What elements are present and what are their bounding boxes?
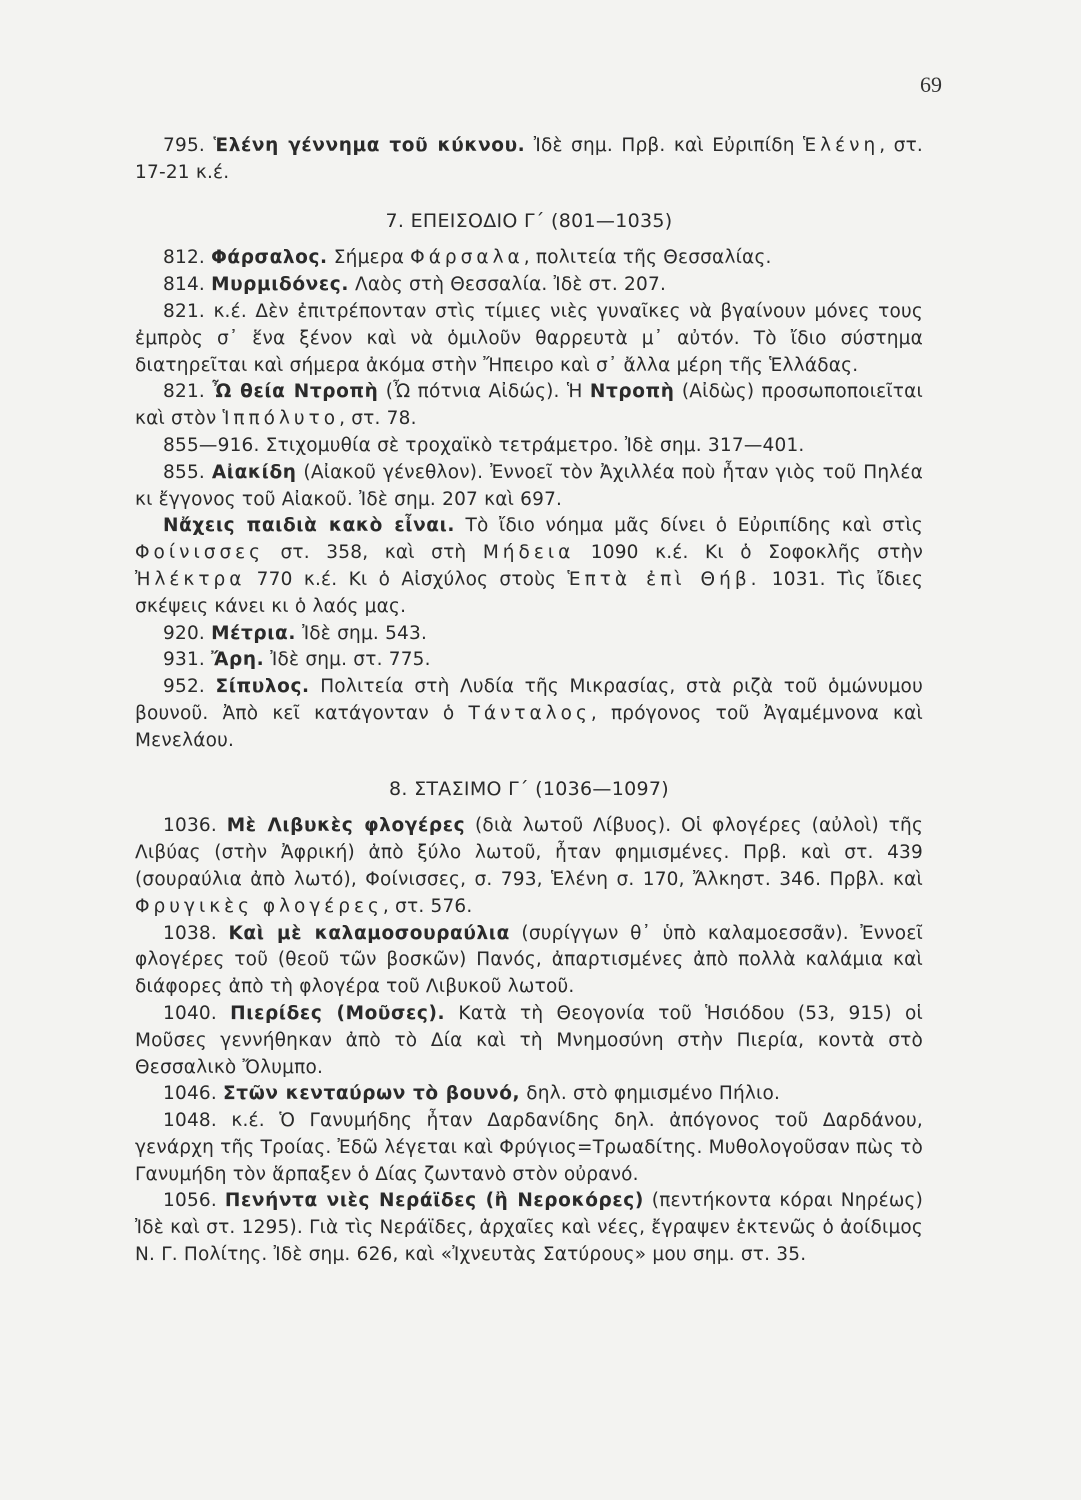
note-lemma: Μὲ Λιβυκὲς φλογέρες (226, 815, 466, 837)
note-1046: 1046. Στῶν κενταύρων τὸ βουνό, δηλ. στὸ φημισμένο Πήλιο. (163, 1083, 781, 1105)
note-821b: 821. Ὦ θεία Ντροπὴ (Ὦ πότνια Αἰδώς). Ἡ Ντροπὴ (Αἰδὼς) προσωποποιεῖται καὶ στὸν Ἱππόλυτο, στ. 78. (135, 381, 924, 430)
page-number: 69 (920, 72, 942, 97)
note-931: 931. Ἄρη. Ἰδὲ σημ. στ. 775. (163, 649, 431, 671)
spaced-title: Τάνταλος (468, 702, 591, 724)
note-lemma: Μέτρια. (211, 622, 296, 644)
note-lemma: Καὶ μὲ καλαμοσουραύλια (228, 922, 510, 944)
note-952: 952. Σίπυλος. Πολιτεία στὴ Λυδία τῆς Μικρασίας, στὰ ριζὰ τοῦ ὁμώνυμου βουνοῦ. Ἀπὸ κεῖ κατάγονταν ὁ Τάνταλος, πρόγονος τοῦ Ἀγαμέμνονα καὶ Μενελάου. (135, 676, 923, 751)
page-body (135, 133, 923, 1269)
note-1036: 1036. Μὲ Λιβυκὲς φλογέρες (διὰ λωτοῦ Λίβυος). Οἱ φλογέρες (αὐλοὶ) τῆς Λιβύας (στὴν Ἀφρική) ἀπὸ ξύλο λωτοῦ, ἦταν φημισμένες. Πρβ. καὶ στ. 439 (σουραύλια ἀπὸ λωτό), Φοίνισσες, σ. 793, Ἑλένη σ. 170, Ἄλκηστ. 346. Πρβλ. καὶ Φρυγικὲς φλογέρες, στ. 576. (135, 815, 924, 917)
spaced-title: Ἱππόλυτο (222, 408, 340, 430)
note-795: 795. Ἑλένη γέννημα τοῦ κύκνου. Ἰδὲ σημ. Πρβ. καὶ Εὐριπίδη Ἑλένη, στ. 17-21 κ.έ. (135, 135, 924, 183)
note-lemma: Ἄρη. (211, 649, 265, 671)
note-920: 920. Μέτρια. Ἰδὲ σημ. 543. (163, 622, 428, 644)
note-lemma: Σίπυλος. (215, 676, 310, 698)
note-814: 814. Μυρμιδόνες. Λαὸς στὴ Θεσσαλία. Ἰδὲ στ. 207. (163, 274, 667, 296)
spaced-title: Ἠλέκτρα (135, 568, 246, 590)
note-lemma: Πιερίδες (Μοῦσες). (230, 1002, 446, 1024)
note-lemma: Αἰακίδη (211, 461, 297, 483)
note-812: 812. Φάρσαλος. Σήμερα Φάρσαλα, πολιτεία τῆς Θεσσαλίας. (163, 247, 772, 269)
spaced-title: Ἑλένη (803, 135, 880, 156)
note-855-916: 855—916. Στιχομυθία σὲ τροχαϊκὸ τετράμετρο. Ἰδὲ σημ. 317—401. (163, 434, 805, 456)
note-821a: 821. κ.έ. Δὲν ἐπιτρέπονταν στὶς τίμιες νιὲς γυναῖκες νὰ βγαίνουν μόνες τους ἐμπρὸς σ᾿ ἕνα ξένον καὶ νὰ ὁμιλοῦν θαρρευτὰ μ᾿ αὐτόν. Τὸ ἴδιο σύστημα διατηρεῖται καὶ σήμερα ἀκόμα στὴν Ἤπειρο καὶ σ᾿ ἄλλα μέρη τῆς Ἑλλάδας. (135, 300, 923, 376)
note-1038: 1038. Καὶ μὲ καλαμοσουραύλια (συρίγγων θ᾿ ὑπὸ καλαμοεσσᾶν). Ἐννοεῖ φλογέρες τοῦ (θεοῦ τῶν βοσκῶν) Πανός, ἀπαρτισμένες ἀπὸ πολλὰ καλάμια καὶ διάφορες ἀπὸ τὴ φλογέρα τοῦ Λιβυκοῦ λωτοῦ. (135, 922, 923, 998)
note-lemma: Φάρσαλος. (211, 247, 328, 269)
note-lemma: Μυρμιδόνες. (211, 274, 349, 296)
note-lemma: Ὦ θεία Ντροπὴ (212, 381, 379, 403)
spaced-title: Φάρσαλα (410, 247, 524, 269)
note-lemma-2: Ντροπὴ (589, 381, 675, 403)
note-lemma: Πενήντα νιὲς Νεράϊδες (ἢ Νεροκόρες) (224, 1190, 644, 1212)
spaced-title: Ἑπτὰ ἐπὶ Θήβ. (567, 568, 761, 590)
note-lemma: Ἑλένη γέννημα τοῦ κύκνου. (213, 135, 526, 156)
spaced-title: Μήδεια (482, 542, 575, 564)
note-855: 855. Αἰακίδη (Αἰακοῦ γένεθλον). Ἐννοεῖ τὸν Ἀχιλλέα ποὺ ἦταν γιὸς τοῦ Πηλέα κι ἔγγονος τοῦ Αἰακοῦ. Ἰδὲ σημ. 207 καὶ 697. (135, 461, 923, 510)
note-1056: 1056. Πενήντα νιὲς Νεράϊδες (ἢ Νεροκόρες) (πεντήκοντα κόραι Νηρέως) Ἰδὲ καὶ στ. 1295). Γιὰ τὶς Νεράϊδες, ἀρχαῖες καὶ νέες, ἔγραψεν ἐκτενῶς ὁ ἀοίδιμος Ν. Γ. Πολίτης. Ἰδὲ σημ. 626, καὶ «Ἰχνευτὰς Σατύρους» μου σημ. στ. 35. (135, 1190, 923, 1266)
note-lemma: Στῶν κενταύρων τὸ βουνό, (223, 1083, 521, 1105)
section-heading-7: 7. ΕΠΕΙΣΟΔΙΟ Γ΄ (801—1035) (385, 209, 673, 232)
note-1040: 1040. Πιερίδες (Μοῦσες). Κατὰ τὴ Θεογονία τοῦ Ἡσιόδου (53, 915) οἱ Μοῦσες γεννήθηκαν ἀπὸ τὸ Δία καὶ τὴ Μνημοσύνη στὴν Πιερία, κοντὰ στὸ Θεσσαλικὸ Ὄλυμπο. (135, 1002, 923, 1078)
note-1048: 1048. κ.έ. Ὁ Γανυμήδης ἦταν Δαρδανίδης δηλ. ἀπόγονος τοῦ Δαρδάνου, γενάρχη τῆς Τροίας. Ἐδῶ λέγεται καὶ Φρύγιος=Τρωαδίτης. Μυθολογοῦσαν πὼς τὸ Γανυμήδη τὸν ἅρπαξεν ὁ Δίας ζωντανὸ στὸν οὐρανό. (135, 1110, 923, 1185)
spaced-title: Φοίνισσες (135, 542, 265, 564)
note-855b: Νἄχεις παιδιὰ κακὸ εἶναι. Τὸ ἴδιο νόημα μᾶς δίνει ὁ Εὐριπίδης καὶ στὶς Φοίνισσες στ. 358, καὶ στὴ Μήδεια 1090 κ.έ. Κι ὁ Σοφοκλῆς στὴν Ἠλέκτρα 770 κ.έ. Κι ὁ Αἰσχύλος στοὺς Ἑπτὰ ἐπὶ Θήβ. 1031. Τὶς ἴδιες σκέψεις κάνει κι ὁ λαός μας. (135, 515, 924, 617)
spaced-title: Φρυγικὲς φλογέρες (135, 895, 383, 917)
note-lemma: Νἄχεις παιδιὰ κακὸ εἶναι. (163, 515, 456, 537)
section-heading-8: 8. ΣΤΑΣΙΜΟ Γ΄ (1036—1097) (389, 777, 669, 800)
